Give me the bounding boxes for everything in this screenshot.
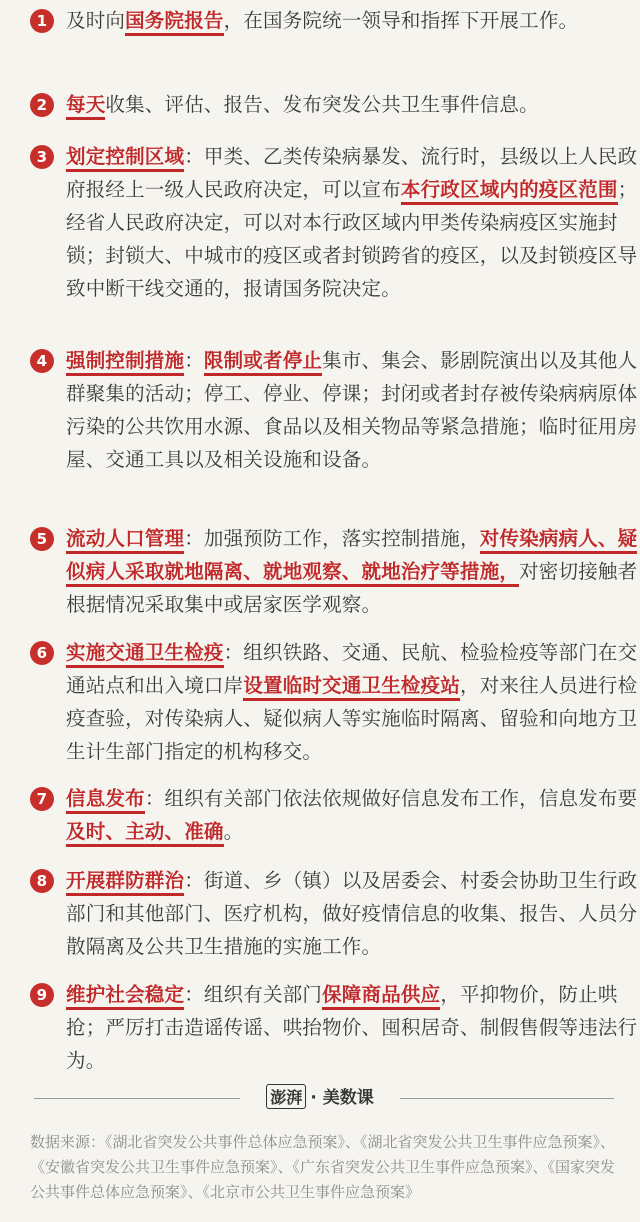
highlight-phrase: 对传染病病人、疑似病人采取就地隔离、就地观察、就地治疗等措施，: [66, 527, 637, 587]
highlight-phrase: 每天: [66, 93, 105, 120]
highlight-phrase: 国务院报告: [125, 9, 224, 36]
item-number-badge: 7: [30, 787, 54, 811]
body-text: ；经省人民政府决定，可以对本行政区域内甲类传染病疫区实施封锁；封锁大、中城市的疫区或者封锁跨省的疫区，以及封锁疫区导致中断干线交通的，报请国务院决定。: [66, 178, 638, 300]
highlight-phrase: 划定控制区域: [66, 145, 184, 172]
footer-logo-row: [0, 1080, 640, 1110]
divider-left: [34, 1098, 240, 1099]
body-text: ：加强预防工作，落实控制措施，: [184, 527, 480, 550]
list-item: [30, 522, 640, 621]
data-source-note: 数据来源：《湖北省突发公共事件总体应急预案》、《湖北省突发公共卫生事件应急预案》、《安徽省突发公共卫生事件应急预案》、《广东省突发公共卫生事件应急预案》、《国家突发公共事件总体应急预案》、《北京市公共卫生事件应急预案》: [30, 1133, 616, 1201]
list-item: [30, 636, 640, 768]
body-text: 。: [223, 820, 244, 843]
highlight-phrase: 开展群防群治: [66, 869, 184, 896]
highlight-phrase: 限制或者停止: [204, 349, 322, 376]
highlight-phrase: 信息发布: [66, 787, 145, 814]
body-text: ：街道、乡（镇）以及居委会、村委会协助卫生行政部门和其他部门、医疗机构，做好疫情信息的收集、报告、人员分散隔离及公共卫生措施的实施工作。: [66, 869, 638, 958]
logo-brand-text: · 美数课: [310, 1088, 374, 1108]
highlight-phrase: 实施交通卫生检疫: [66, 641, 224, 668]
item-number-badge: 8: [30, 869, 54, 893]
item-number-badge: 6: [30, 641, 54, 665]
item-number-badge: 9: [30, 983, 54, 1007]
list-item: [30, 978, 640, 1077]
divider-right: [400, 1098, 614, 1099]
list-item: [30, 140, 640, 305]
highlight-phrase: 本行政区域内的疫区范围: [401, 178, 618, 205]
item-number-badge: 3: [30, 145, 54, 169]
item-number-badge: 5: [30, 527, 54, 551]
highlight-phrase: 保障商品供应: [322, 983, 440, 1010]
logo-seal: 澎湃: [266, 1084, 306, 1109]
highlight-phrase: 流动人口管理: [66, 527, 184, 554]
body-text: 集市、集会、影剧院演出以及其他人群聚集的活动；停工、停业、停课；封闭或者封存被传染病病原体污染的公共饮用水源、食品以及相关物品等紧急措施；临时征用房屋、交通工具以及相关设施和设备。: [66, 349, 638, 471]
highlight-phrase: 设置临时交通卫生检疫站: [243, 674, 460, 701]
body-text: ：组织铁路、交通、民航、检验检疫等部门在交通站点和出入境口岸: [66, 641, 638, 697]
brand-logo: [240, 1083, 400, 1109]
highlight-phrase: 及时、主动、准确: [66, 820, 224, 847]
body-text: 收集、评估、报告、发布突发公共卫生事件信息。: [105, 93, 539, 116]
body-text: ，对来往人员进行检疫查验，对传染病人、疑似病人等实施临时隔离、留验和向地方卫生计生部门指定的机构移交。: [66, 674, 638, 763]
item-number-badge: 1: [30, 9, 54, 33]
highlight-phrase: 强制控制措施: [66, 349, 184, 376]
list-item: [30, 344, 640, 476]
item-number-badge: 2: [30, 93, 54, 117]
body-text: ，在国务院统一领导和指挥下开展工作。: [223, 9, 579, 32]
list-item: [30, 864, 640, 963]
body-text: 对密切接触者根据情况采取集中或居家医学观察。: [66, 560, 638, 616]
highlight-phrase: 维护社会稳定: [66, 983, 184, 1010]
item-number-badge: 4: [30, 349, 54, 373]
body-text: ：甲类、乙类传染病暴发、流行时，县级以上人民政府报经上一级人民政府决定，可以宣布: [66, 145, 638, 201]
list-item: [30, 88, 640, 121]
list-item: [30, 4, 640, 37]
body-text: 及时向: [66, 9, 126, 32]
body-text: ：组织有关部门: [184, 983, 323, 1006]
body-text: ：: [184, 349, 204, 372]
body-text: ：组织有关部门依法依规做好信息发布工作，信息发布要: [144, 787, 638, 810]
body-text: ，平抑物价，防止哄抢；严厉打击造谣传谣、哄抬物价、囤积居奇、制假售假等违法行为。: [66, 983, 638, 1072]
list-item: [30, 782, 640, 848]
